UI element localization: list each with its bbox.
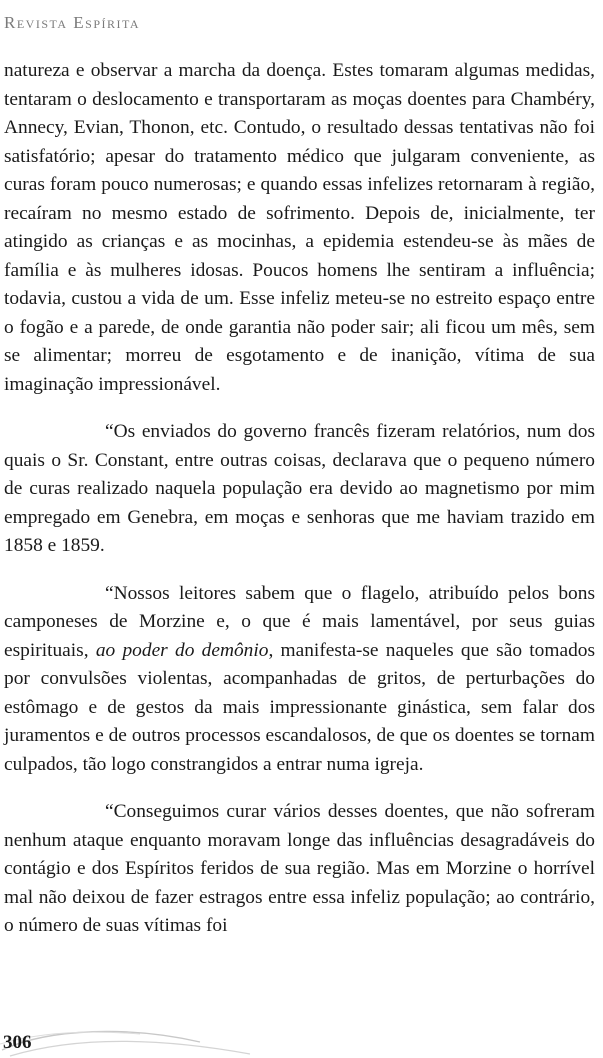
paragraph-1: natureza e observar a marcha da doença. Estes tomaram algumas medidas, tentaram o deslocamento e transportaram as moças doentes para Chambéry, Annecy, Evian, Thonon, etc. Contudo, o resultado dessas tentativas não foi satisfatório; apesar do tratamento médico que julgaram conveniente, as curas foram pouco numerosas; e quando essas infelizes retornaram à região, recaíram no mesmo estado de sofrimento. Depois de, inicialmente, ter atingido as crianças e as mocinhas, a epidemia estendeu-se às mães de família e às mulheres idosas. Poucos homens lhe sentiram a influência; todavia, custou a vida de um. Esse infeliz meteu-se no estreito espaço entre o fogão e a parede, de onde garantia não poder sair; ali ficou um mês, sem se alimentar; morreu de esgotamento e de inanição, vítima de sua imaginação impressionável. — [4, 60, 595, 395]
paragraph-3-italic-phrase: ao poder do demônio — [95, 639, 269, 661]
paragraph-3 — [4, 580, 595, 780]
page-body — [4, 57, 595, 941]
paragraph-2: “Os enviados do governo francês fizeram relatórios, num dos quais o Sr. Constant, entre outras coisas, declarava que o pequeno número de curas realizado naquela população era devido ao magnetismo por mim empregado em Genebra, em moças e senhoras que me haviam trazido em 1858 e 1859. — [4, 421, 595, 556]
paragraph-4: “Conseguimos curar vários desses doentes, que não sofreram nenhum ataque enquanto moravam longe das influências desagradáveis do contágio e dos Espíritos feridos de sua região. Mas em Morzine o horrível mal não deixou de fazer estragos entre essa infeliz população; ao contrário, o número de suas vítimas foi — [4, 801, 595, 936]
decorative-swoosh — [0, 1020, 260, 1058]
running-header: Revista Espírita — [4, 13, 141, 32]
page-number: 306 — [3, 1032, 32, 1053]
paragraph-3-text-start: “Nossos leitores sabem que o flagelo, atribuído pelos bons camponeses de Morzine e, o que é mais lamentável, por seus guias espirituais, — [4, 582, 595, 661]
paragraph-3-text-end: , manifesta-se naqueles que são tomados por convulsões violentas, acompanhadas de gritos, de perturbações do estômago e de gestos da mais impressionante ginástica, sem falar dos juramentos e de outros processos escandalosos, de que os doentes se tornam culpados, tão logo constrangidos a entrar numa igreja. — [4, 639, 596, 775]
